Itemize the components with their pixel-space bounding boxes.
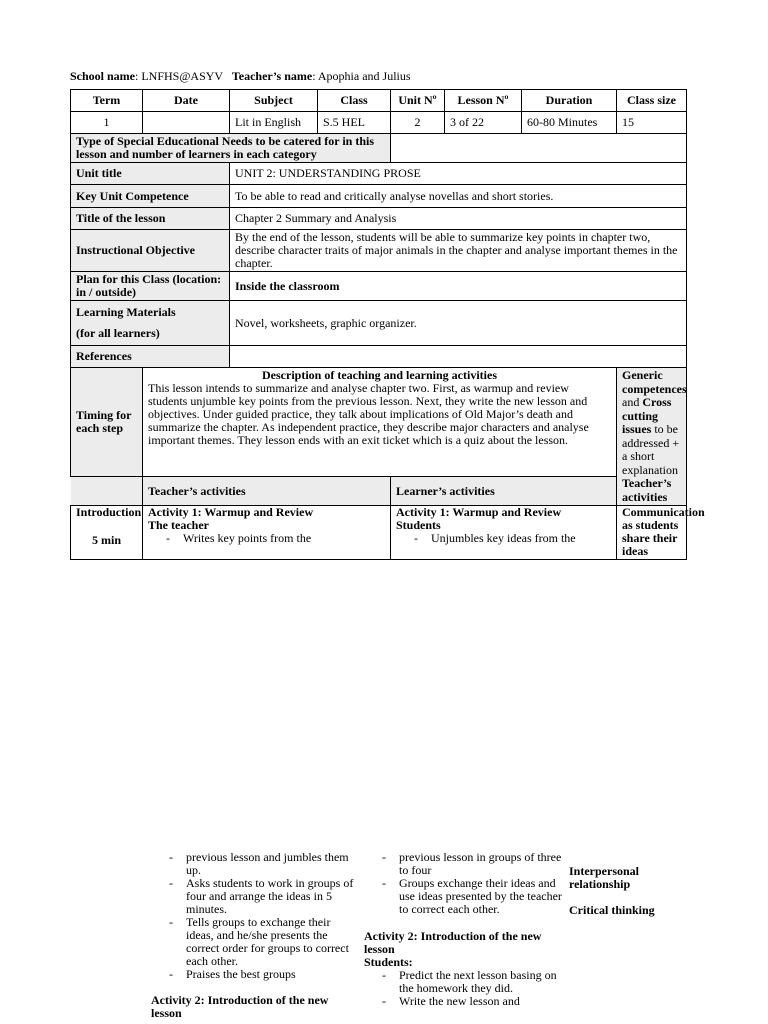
- sen-value: [391, 134, 687, 163]
- value-cell: Lit in English: [230, 112, 318, 134]
- key-competence-row: [71, 185, 687, 208]
- learner-item: - Groups exchange their ideas and use ideas presented by the teacher to correct each other.: [364, 877, 564, 916]
- introduction-time: 5 min: [91, 533, 121, 547]
- info-header-row: [71, 90, 687, 112]
- header-cell: Date: [143, 90, 230, 112]
- learner-intro-cell: [391, 506, 617, 560]
- unit-title-value: UNIT 2: UNDERSTANDING PROSE: [230, 163, 687, 185]
- unit-title-label: Unit title: [71, 163, 230, 185]
- competences-continuation: [569, 865, 679, 917]
- header-cell: Term: [71, 90, 143, 112]
- introduction-row: [71, 506, 687, 560]
- teacher-intro-cell: [143, 506, 391, 560]
- materials-value: Novel, worksheets, graphic organizer.: [230, 301, 687, 346]
- introduction-label: Introduction: [76, 505, 142, 519]
- materials-row: [71, 301, 687, 346]
- value-cell: 15: [617, 112, 687, 134]
- teacher-activity-1: Activity 1: Warmup and Review: [148, 505, 314, 519]
- learner-item-continued: [364, 851, 564, 877]
- activities-header-row: [71, 477, 687, 506]
- school-value: : LNFHS@ASYV: [135, 69, 223, 83]
- generic-text: to be addressed + a short explanation: [622, 422, 680, 477]
- competence-critical: Critical thinking: [569, 903, 655, 917]
- header-cell: Duration: [522, 90, 617, 112]
- school-label: School name: [70, 69, 136, 83]
- generic-text: Teacher’s activities: [622, 476, 672, 504]
- competence-interpersonal: Interpersonal relationship: [569, 864, 639, 891]
- key-competence-label: Key Unit Competence: [71, 185, 230, 208]
- learner-sub: Students: [396, 518, 441, 532]
- lesson-plan-table: [70, 89, 705, 560]
- teacher-continuation: [151, 851, 356, 1020]
- value-cell: [143, 112, 230, 134]
- teacher-activities-header: Teacher’s activities: [143, 477, 391, 506]
- communication-cell: Communication as students share their ideas: [617, 506, 687, 560]
- generic-text: Generic competences: [622, 368, 687, 396]
- value-cell: 1: [71, 112, 143, 134]
- teacher-sub: The teacher: [148, 518, 209, 532]
- materials-label-line: Learning Materials: [76, 305, 176, 319]
- references-label: References: [71, 346, 230, 368]
- document-header: [70, 69, 411, 84]
- materials-label-line: (for all learners): [76, 326, 160, 340]
- sen-label: Type of Special Educational Needs to be catered for in this lesson and number of learners in each category: [71, 134, 391, 163]
- learner-continuation: [364, 851, 564, 1008]
- objective-value: By the end of the lesson, students will be able to summarize key points in chapter two, describe character traits of major animals in the chapter and analyse important themes in the chapter.: [230, 230, 687, 272]
- generic-text: Cross cutting issues: [622, 395, 672, 436]
- teacher-item: - Asks students to work in groups of four and arrange the ideas in 5 minutes.: [151, 877, 356, 916]
- key-competence-value: To be able to read and critically analyse novellas and short stories.: [230, 185, 687, 208]
- header-cell: Unit Nº: [391, 90, 445, 112]
- value-cell: 2: [391, 112, 445, 134]
- learner-activity-2: Activity 2: Introduction of the new lesson: [364, 929, 542, 956]
- learner-students: Students:: [364, 955, 413, 969]
- teacher-item-text: previous lesson and jumbles them up.: [186, 850, 349, 877]
- header-cell: Subject: [230, 90, 318, 112]
- value-cell: 3 of 22: [445, 112, 522, 134]
- empty-cell: [71, 477, 143, 506]
- header-cell: Class size: [617, 90, 687, 112]
- objective-row: [71, 230, 687, 272]
- description-title: Description of teaching and learning activities: [262, 368, 497, 382]
- timing-label: Timing for each step: [71, 368, 143, 477]
- learner-item: - Write the new lesson and: [364, 995, 564, 1008]
- info-value-row: [71, 112, 687, 134]
- learner-activity-1: Activity 1: Warmup and Review: [396, 505, 562, 519]
- description-row: [71, 368, 687, 477]
- teacher-value: : Apophia and Julius: [312, 69, 411, 83]
- header-cell: Lesson Nº: [445, 90, 522, 112]
- unit-title-row: [71, 163, 687, 185]
- references-value: [230, 346, 687, 368]
- teacher-label: Teacher’s name: [231, 69, 313, 83]
- generic-text: and: [622, 395, 643, 409]
- sen-row: [71, 134, 687, 163]
- materials-label: [71, 301, 230, 346]
- references-row: [71, 346, 687, 368]
- learner-activities-header: Learner’s activities: [391, 477, 617, 506]
- generic-competences-cell: [617, 368, 687, 506]
- teacher-item: - Tells groups to exchange their ideas, and he/she presents the correct order for groups to correct each other.: [151, 916, 356, 968]
- description-cell: [143, 368, 617, 477]
- plan-value: Inside the classroom: [230, 272, 687, 301]
- teacher-item: - Praises the best groups: [151, 968, 356, 981]
- value-cell: S.5 HEL: [318, 112, 391, 134]
- teacher-item: - Writes key points from the: [148, 532, 385, 545]
- header-cell: Class: [318, 90, 391, 112]
- lesson-title-label: Title of the lesson: [71, 208, 230, 230]
- learner-item: - Predict the next lesson basing on the homework they did.: [364, 969, 564, 995]
- teacher-activity-2: Activity 2: Introduction of the new lesson: [151, 993, 329, 1020]
- lesson-title-row: [71, 208, 687, 230]
- lesson-title-value: Chapter 2 Summary and Analysis: [230, 208, 687, 230]
- plan-label: Plan for this Class (location: in / outside): [71, 272, 230, 301]
- learner-item: - Unjumbles key ideas from the: [396, 532, 611, 545]
- objective-label: Instructional Objective: [71, 230, 230, 272]
- description-text: This lesson intends to summarize and analyse chapter two. First, as warmup and review students unjumble key points from the previous lesson. Next, they write the new lesson and objectives. Under guided practice, they talk about implications of Old Major’s death and summarize the chapter. As independent practice, they describe major characters and analyse important themes. They lesson ends with an exit ticket which is a quiz about the lesson.: [148, 381, 589, 447]
- introduction-cell: [71, 506, 143, 560]
- teacher-item-continued: [151, 851, 356, 877]
- plan-row: [71, 272, 687, 301]
- learner-item-text: previous lesson in groups of three to four: [399, 850, 562, 877]
- value-cell: 60-80 Minutes: [522, 112, 617, 134]
